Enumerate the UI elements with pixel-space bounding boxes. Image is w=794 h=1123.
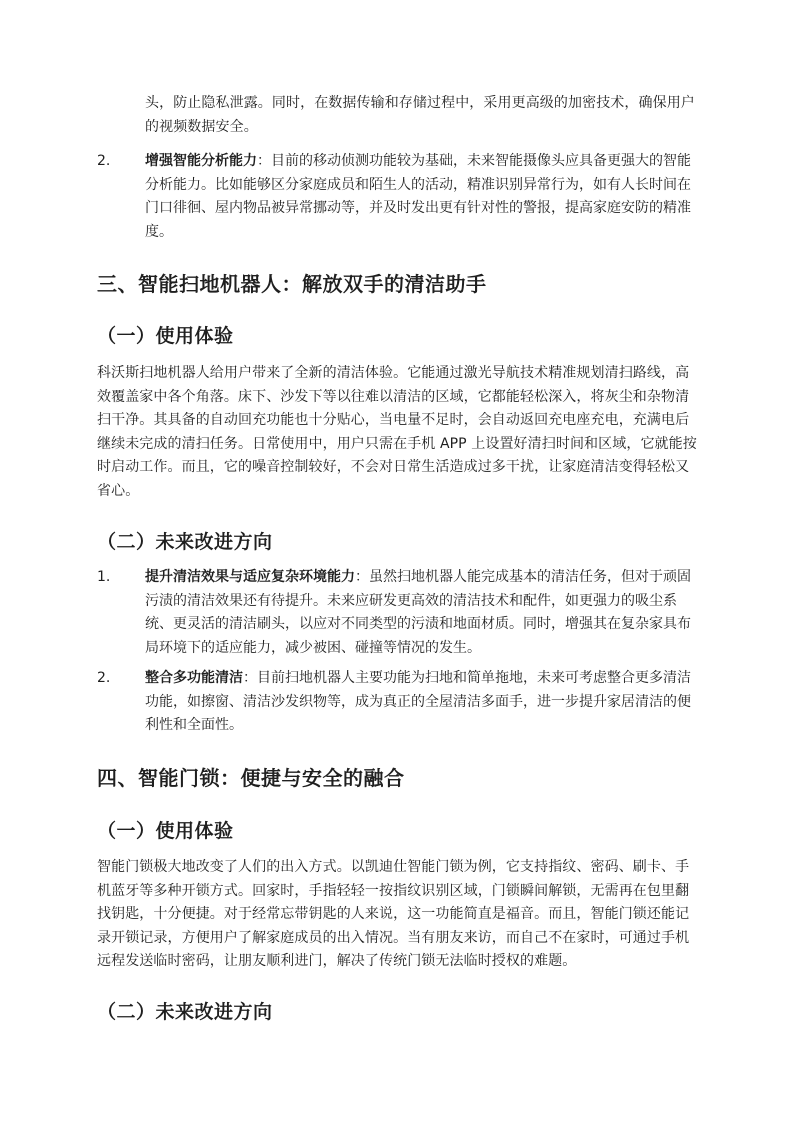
previous-item-continuation: 头，防止隐私泄露。同时，在数据传输和存储过程中，采用更高级的加密技术，确保用户的视频数据安全。 — [145, 95, 695, 135]
list-item-text: ：虽然扫地机器人能完成基本的清洁任务，但对于顽固污渍的清洁效果还有待提升。未来应研发更高效的清洁技术和配件，如更强力的吸尘系统、更灵活的清洁刷头，以应对不同类型的污渍和地面材质。同时，增强其在复杂家具布局环境下的适应能力，减少被困、碰撞等情况的发生。 — [145, 569, 691, 656]
subheading-usage-experience: （一）使用体验 — [97, 820, 234, 842]
list-number: 2. — [97, 153, 111, 169]
list-item-body — [145, 150, 702, 244]
section-heading-smart-lock: 四、智能门锁：便捷与安全的融合 — [97, 766, 405, 790]
subheading-future-improvements: （二）未来改进方向 — [97, 1001, 273, 1023]
subheading-usage-experience: （一）使用体验 — [97, 325, 234, 347]
list-item-title: 增强智能分析能力 — [145, 153, 257, 169]
list-item-text: ：目前扫地机器人主要功能为扫地和简单拖地，未来可考虑整合更多清洁功能，如擦窗、清洁沙发织物等，成为真正的全屋清洁多面手，进一步提升家居清洁的便利性和全面性。 — [145, 670, 691, 733]
list-item-text: ：目前的移动侦测功能较为基础，未来智能摄像头应具备更强大的智能分析能力。比如能够区分家庭成员和陌生人的活动，精准识别异常行为，如有人长时间在门口徘徊、屋内物品被异常挪动等，并及时发出更有针对性的警报，提高家庭安防的精准度。 — [145, 153, 691, 240]
list-item-title: 整合多功能清洁 — [145, 670, 243, 686]
robot-usage-paragraph: 科沃斯扫地机器人给用户带来了全新的清洁体验。它能通过激光导航技术精准规划清扫路线，高效覆盖家中各个角落。床下、沙发下等以往难以清洁的区域，它都能轻松深入，将灰尘和杂物清扫干净。其具备的自动回充功能也十分贴心，当电量不足时，会自动返回充电座充电，充满电后继续未完成的清扫任务。日常使用中，用户只需在手机 APP 上设置好清扫时间和区域，它就能按时启动工作。而且，它的噪音控制较好，不会对日常生活造成过多干扰，让家庭清洁变得轻松又省心。 — [97, 365, 697, 499]
camera-improvement-item-2 — [97, 150, 702, 244]
list-number: 1. — [97, 569, 111, 585]
subheading-future-improvements: （二）未来改进方向 — [97, 531, 273, 553]
list-number: 2. — [97, 670, 111, 686]
robot-improvement-item-2 — [97, 667, 702, 739]
list-item-title: 提升清洁效果与适应复杂环境能力 — [145, 569, 355, 585]
list-item-body — [145, 566, 702, 660]
smart-lock-usage-paragraph: 智能门锁极大地改变了人们的出入方式。以凯迪仕智能门锁为例，它支持指纹、密码、刷卡、手机蓝牙等多种开锁方式。回家时，手指轻轻一按指纹识别区域，门锁瞬间解锁，无需再在包里翻找钥匙，十分便捷。对于经常忘带钥匙的人来说，这一功能简直是福音。而且，智能门锁还能记录开锁记录，方便用户了解家庭成员的出入情况。当有朋友来访，而自己不在家时，可通过手机远程发送临时密码，让朋友顺利进门，解决了传统门锁无法临时授权的难题。 — [97, 859, 690, 969]
robot-improvement-item-1 — [97, 566, 702, 660]
list-item-body — [145, 667, 702, 738]
section-heading-robot-vacuum: 三、智能扫地机器人：解放双手的清洁助手 — [97, 272, 487, 296]
